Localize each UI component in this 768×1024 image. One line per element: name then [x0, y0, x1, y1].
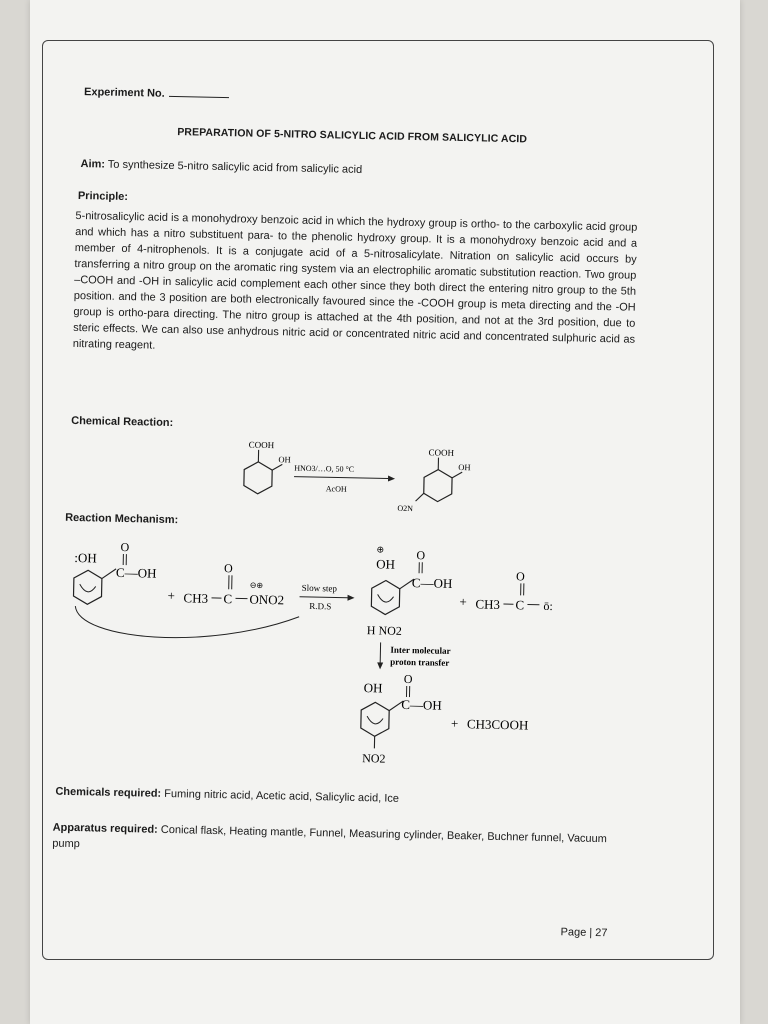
- apparatus-label: Apparatus required:: [52, 821, 158, 836]
- document-body: [52, 0, 660, 940]
- document-page: [30, 0, 740, 1024]
- aim-label: Aim:: [80, 158, 106, 171]
- principle-text: 5-nitrosalicylic acid is a monohydroxy benzoic acid in which the hydroxy group is ortho- to the carboxylic acid group and which has a nitro substituent para- to the phenolic hydroxy group. It is a monohydroxy benzoic acid and a member of 4-nitrophenols. It is a conjugate acid of a 5-nitrosalicylate. Nitration on salicylic acid occurs by transferring a nitro group on the aromatic ring system via an electrophilic aromatic substitution reaction. Two group –COOH and -OH in salicylic acid complement each other since they both direct the entering nitro group to the 5th position. and the 3 position are both electronically favoured since the -COOH group is meta directing and the -OH group is ortho-para directing. The nitro group is attached at the 4th position, and not at the 3rd position, due to steric effects. We can also use anhydrous nitric acid or concentrated nitric acid and concentrated sulphuric acid as nitrating reagent.: [72, 209, 638, 352]
- reactant-cooh: COOH: [248, 439, 275, 451]
- mech-o-acyl: O: [223, 561, 233, 576]
- mech-c-2: C: [515, 597, 525, 613]
- mech-oh-1: :OH: [74, 550, 97, 566]
- mech-c-oh-3: C—OH: [401, 696, 442, 713]
- reaction-arrow: [294, 464, 396, 495]
- final-product-structure: [360, 671, 442, 767]
- sigma-complex-structure: [367, 544, 453, 639]
- chemicals-text: Fuming nitric acid, Acetic acid, Salicylic acid, Ice: [164, 787, 400, 805]
- chemicals-label: Chemicals required:: [55, 785, 162, 800]
- acetate-structure: [475, 568, 553, 613]
- mech-o-4: O: [403, 671, 413, 687]
- mech-c-1: C: [223, 591, 233, 607]
- page-number: Page | 27: [560, 926, 608, 940]
- chemical-reaction-scheme: [219, 435, 501, 521]
- reagent-top: HNO3/…O, 50 °C: [294, 463, 355, 474]
- reagent-bottom: AcOH: [325, 484, 347, 494]
- mech-c-oh-1: C—OH: [115, 564, 157, 581]
- chemical-reaction-heading: Chemical Reaction:: [71, 414, 174, 430]
- mech-oh-2: OH: [376, 556, 396, 572]
- proton-transfer-arrow: [377, 642, 451, 671]
- mech-h-no2: H NO2: [366, 623, 403, 638]
- product-oh: OH: [458, 462, 471, 473]
- acetyl-nitrate-structure: [183, 560, 285, 607]
- step-top: Slow step: [301, 582, 338, 594]
- mech-o-3: O: [515, 569, 525, 584]
- page-title: PREPARATION OF 5-NITRO SALICYLIC ACID FROM SALICYLIC ACID: [177, 126, 528, 146]
- reactant-salicylic-acid: [244, 440, 291, 495]
- mech-plus-charge: ⊕: [376, 544, 385, 555]
- mech-ch3-1: CH3: [183, 590, 209, 606]
- product-cooh: COOH: [428, 447, 455, 458]
- mech-ch3-2: CH3: [475, 596, 501, 612]
- transfer-line-2: proton transfer: [390, 656, 450, 668]
- mech-c-oh-2: C—OH: [411, 575, 453, 591]
- slow-step-arrow: [299, 583, 355, 612]
- experiment-number-blank: [169, 96, 229, 98]
- apparatus-text: Conical flask, Heating mantle, Funnel, Measuring cylinder, Beaker, Buchner funnel, Vacuum pump: [52, 823, 608, 851]
- reaction-mechanism-diagram: [56, 540, 621, 782]
- mech-charges: ⊖⊕: [249, 580, 264, 590]
- mech-ono2: ONO2: [249, 591, 285, 608]
- mech-o-1: O: [120, 539, 130, 555]
- product-no2: O2N: [397, 503, 414, 514]
- product-5-nitrosalicylic-acid: [397, 447, 471, 514]
- experiment-label: Experiment No.: [83, 86, 165, 100]
- mech-o-minus: ō:: [543, 598, 553, 614]
- aim-text: To synthesize 5-nitro salicylic acid from salicylic acid: [107, 158, 363, 176]
- mech-oh-3: OH: [363, 680, 383, 696]
- mech-plus-3: +: [450, 715, 459, 732]
- reaction-mechanism-heading: Reaction Mechanism:: [65, 511, 179, 527]
- mech-ch3cooh: CH3COOH: [466, 716, 529, 733]
- mech-plus-1: +: [167, 587, 176, 604]
- transfer-line-1: Inter molecular: [390, 644, 451, 656]
- reactant-oh: OH: [278, 454, 291, 465]
- step-bottom: R.D.S: [309, 600, 332, 612]
- principle-heading: Principle:: [77, 190, 129, 204]
- mech-o-2: O: [416, 548, 426, 563]
- mech-no2: NO2: [362, 751, 386, 766]
- mech-plus-2: +: [459, 594, 467, 610]
